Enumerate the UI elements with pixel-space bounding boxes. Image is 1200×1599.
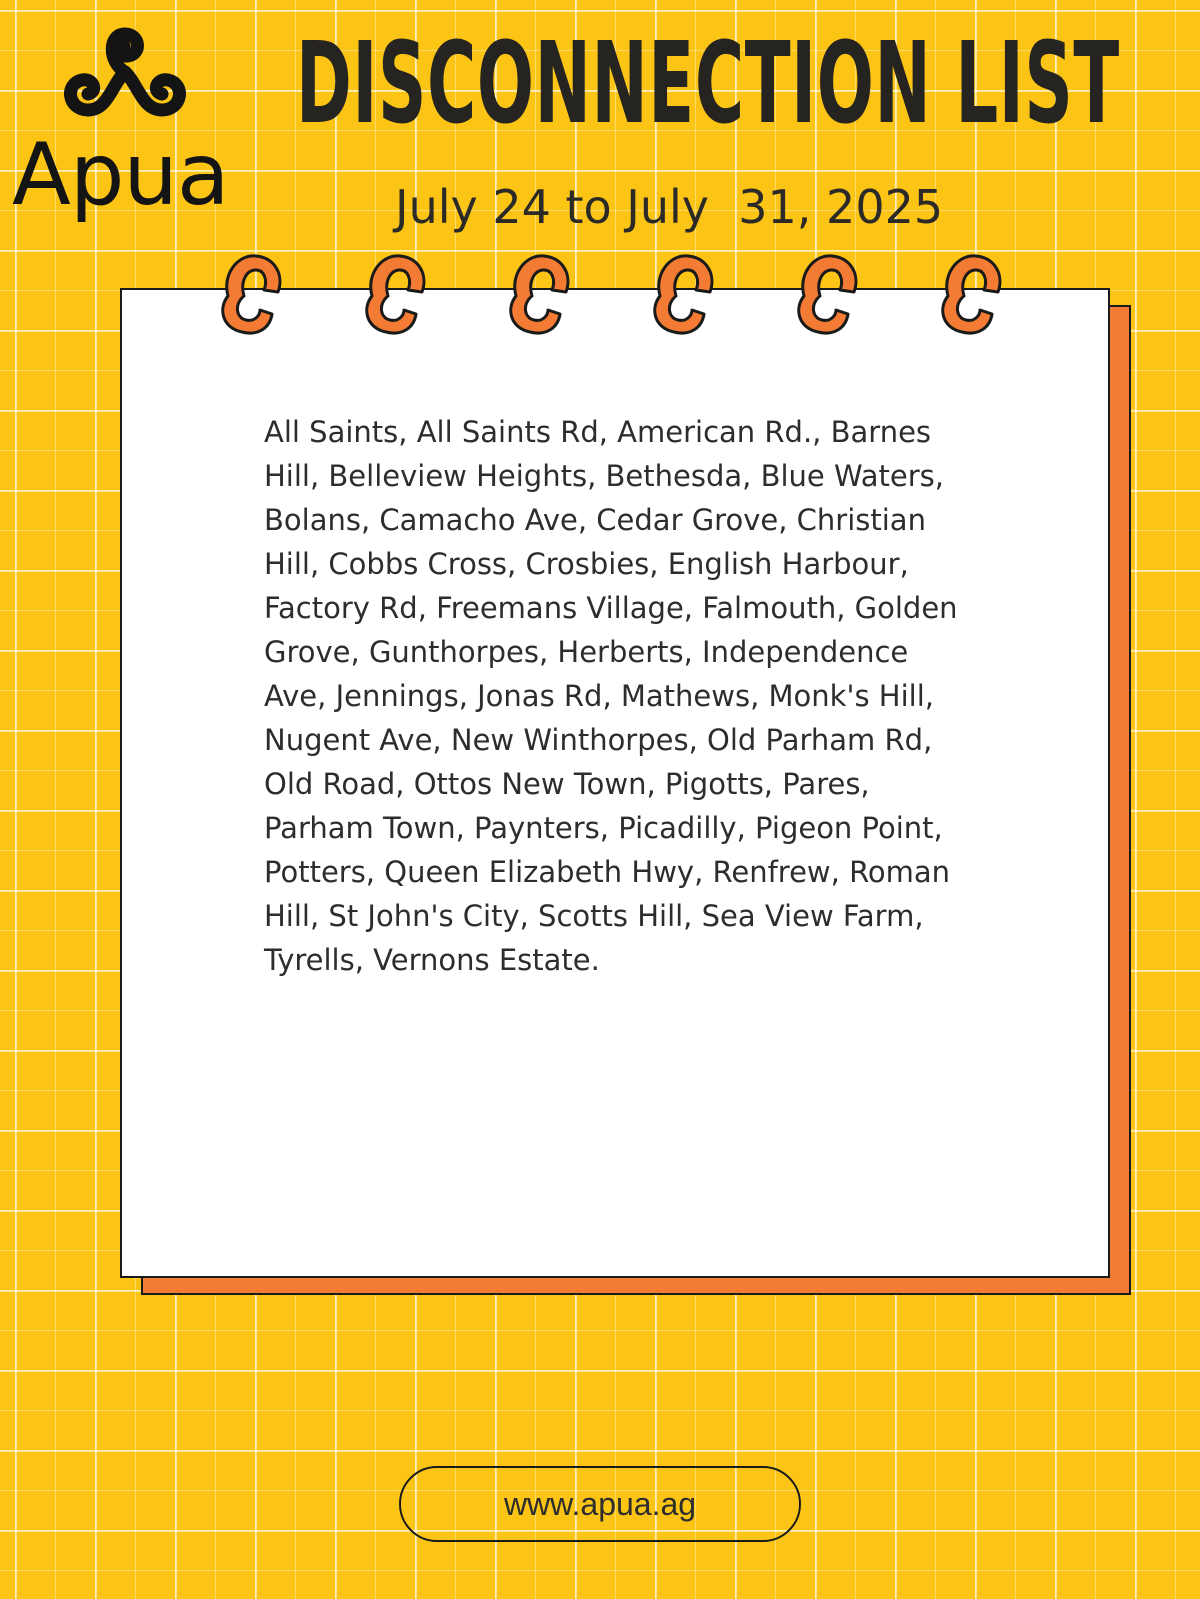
page-title: DISCONNECTION LIST	[296, 19, 1120, 149]
triple-spiral-logo-icon	[50, 22, 200, 122]
logo-wordmark: Apua	[12, 125, 229, 225]
disconnection-areas: All Saints, All Saints Rd, American Rd., Barnes Hill, Belleview Heights, Bethesda, Blue Waters, Bolans, Camacho Ave, Cedar Grove, Christian Hill, Cobbs Cross, Crosbies, English Harbour, Factory Rd, Freemans Village, Falmouth, Golden Grove, Gunthorpes, Herberts, Independence Ave, Jennings, Jonas Rd, Mathews, Monk's Hill, Nugent Ave, New Winthorpes, Old Parham Rd, Old Road, Ottos New Town, Pigotts, Pares, Parham Town, Paynters, Picadilly, Pigeon Point, Potters, Queen Elizabeth Hwy, Renfrew, Roman Hill, St John's City, Scotts Hill, Sea View Farm, Tyrells, Vernons Estate.	[264, 415, 958, 977]
apua-logo	[12, 22, 232, 232]
website-link[interactable]: www.apua.ag	[399, 1466, 801, 1542]
date-range: July 24 to July 31, 2025	[395, 180, 944, 234]
